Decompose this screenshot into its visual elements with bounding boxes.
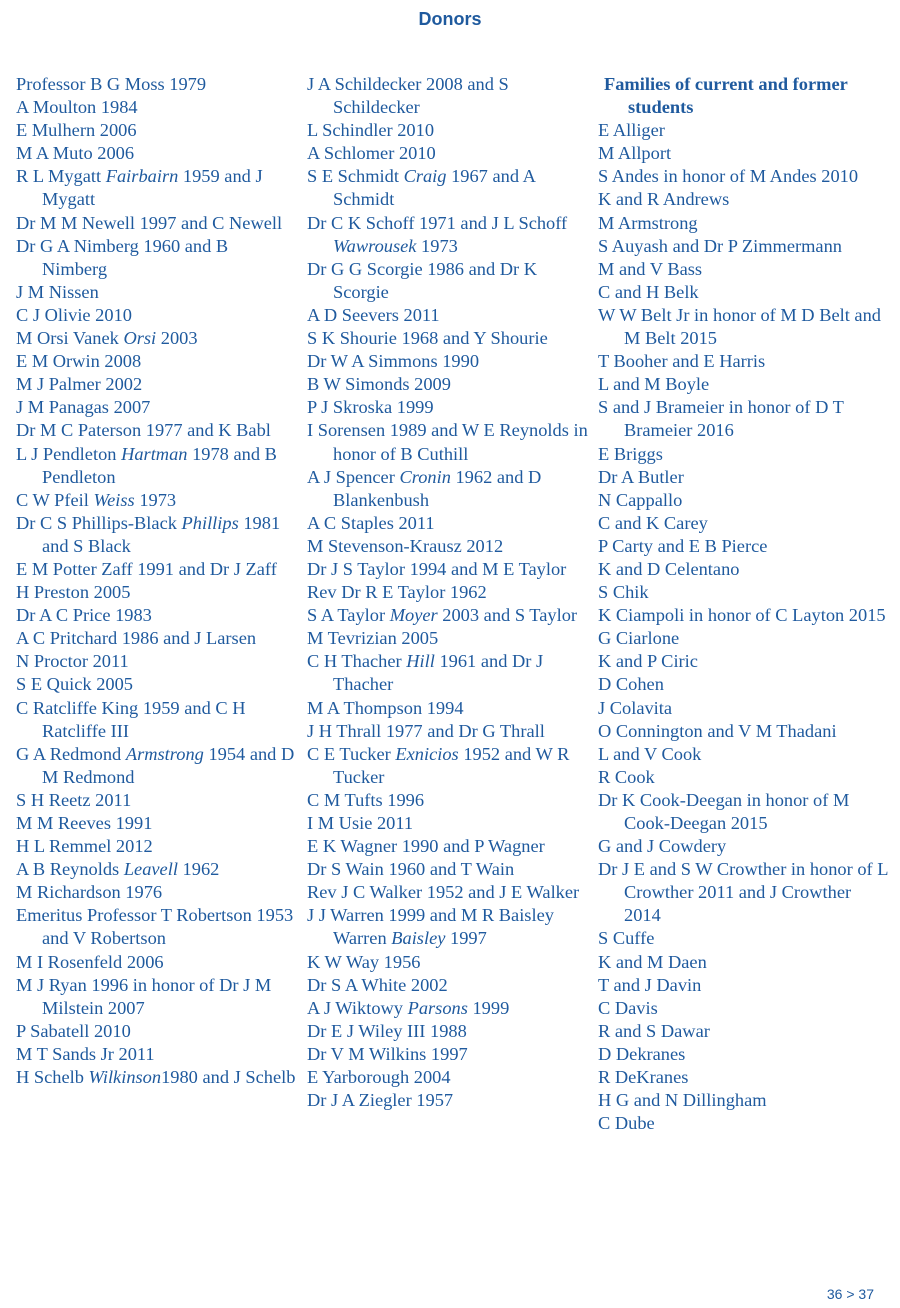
donor-text: M Stevenson-Krausz 2012 xyxy=(307,535,504,556)
donor-entry xyxy=(16,281,296,304)
donor-entry xyxy=(307,419,589,465)
donor-text: Dr V M Wilkins 1997 xyxy=(307,1043,468,1064)
donor-entry xyxy=(307,119,589,142)
donor-entry xyxy=(307,512,589,535)
donor-entry xyxy=(598,535,888,558)
donor-text: D Dekranes xyxy=(598,1043,686,1064)
donor-text: 1973 xyxy=(134,489,177,510)
maiden-name: Baisley xyxy=(391,928,446,949)
donor-text: Dr W A Simmons 1990 xyxy=(307,351,480,372)
donor-entry xyxy=(307,835,589,858)
maiden-name: Exnicios xyxy=(395,743,459,764)
donor-text: M Richardson 1976 xyxy=(16,882,163,903)
donor-text: M Tevrizian 2005 xyxy=(307,628,439,649)
donor-text: M and V Bass xyxy=(598,258,703,279)
donor-text: T and J Davin xyxy=(598,974,702,995)
donor-entry xyxy=(598,304,888,350)
donor-text: S Andes in honor of M Andes 2010 xyxy=(598,166,859,187)
donor-text: D Cohen xyxy=(598,674,664,695)
donor-text: S E Quick 2005 xyxy=(16,674,133,695)
donor-text: Dr M M Newell 1997 and C Newell xyxy=(16,212,283,233)
donor-entry xyxy=(307,327,589,350)
donor-text: C Dube xyxy=(598,1113,655,1134)
donor-text: A J Spencer xyxy=(307,466,400,487)
donor-entry xyxy=(307,142,589,165)
donor-text: M Armstrong xyxy=(598,212,698,233)
donor-entry xyxy=(307,1066,589,1089)
donor-entry xyxy=(307,73,589,119)
donor-entry xyxy=(598,627,888,650)
donor-text: M I Rosenfeld 2006 xyxy=(16,951,164,972)
donor-entry xyxy=(598,281,888,304)
donor-text: L Schindler 2010 xyxy=(307,120,435,141)
donor-text: A J Wiktowy xyxy=(307,997,408,1018)
donor-entry xyxy=(598,1020,888,1043)
donor-entry xyxy=(598,373,888,396)
donor-entry xyxy=(598,720,888,743)
donor-entry xyxy=(16,974,296,1020)
donor-text: Dr C S Phillips-Black xyxy=(16,512,182,533)
donor-text: E Mulhern 2006 xyxy=(16,120,137,141)
donor-text: W W Belt Jr in honor of M D Belt and M Belt 2015 xyxy=(598,304,881,349)
donor-text: G A Redmond xyxy=(16,743,126,764)
donor-entry xyxy=(307,789,589,812)
donor-entry xyxy=(598,119,888,142)
donor-entry xyxy=(598,258,888,281)
donor-text: J H Thrall 1977 and Dr G Thrall xyxy=(307,720,545,741)
donor-text: N Proctor 2011 xyxy=(16,651,129,672)
donor-text: K and P Ciric xyxy=(598,651,698,672)
donor-text: C H Thacher xyxy=(307,651,407,672)
donor-entry xyxy=(16,697,296,743)
donor-text: C and H Belk xyxy=(598,281,699,302)
donor-text: P Carty and E B Pierce xyxy=(598,535,768,556)
donor-entry xyxy=(16,881,296,904)
donor-entry xyxy=(16,558,296,581)
donor-text: C Davis xyxy=(598,997,658,1018)
donor-text: K W Way 1956 xyxy=(307,951,421,972)
donor-text: 1961 and Dr J Thacher xyxy=(333,651,544,695)
maiden-name: Wawrousek xyxy=(333,235,417,256)
donor-entry xyxy=(307,650,589,696)
donor-text: M Allport xyxy=(598,143,672,164)
donor-entry xyxy=(598,604,888,627)
donor-text: S H Reetz 2011 xyxy=(16,789,132,810)
donor-text: S K Shourie 1968 and Y Shourie xyxy=(307,328,548,349)
donor-text: L J Pendleton xyxy=(16,443,122,464)
donor-text: K Ciampoli in honor of C Layton 2015 xyxy=(598,605,886,626)
donor-text: G and J Cowdery xyxy=(598,836,727,857)
donor-text: E M Potter Zaff 1991 and Dr J Zaff xyxy=(16,558,277,579)
donor-entry xyxy=(16,443,296,489)
donor-text: S Auyash and Dr P Zimmermann xyxy=(598,235,842,256)
donor-entry xyxy=(598,188,888,211)
donor-entry xyxy=(598,766,888,789)
donor-entry xyxy=(598,142,888,165)
donor-entry xyxy=(598,927,888,950)
donor-text: K and R Andrews xyxy=(598,189,730,210)
donor-column-3 xyxy=(598,73,888,1135)
donor-entry xyxy=(16,951,296,974)
donor-entry xyxy=(598,835,888,858)
donor-text: M J Palmer 2002 xyxy=(16,374,143,395)
donor-text: J A Schildecker 2008 and S Schildecker xyxy=(307,74,509,118)
donor-entry xyxy=(16,73,296,96)
donor-entry xyxy=(16,419,296,442)
donor-text: I M Usie 2011 xyxy=(307,813,414,833)
donor-entry xyxy=(598,1089,888,1112)
donor-text: H L Remmel 2012 xyxy=(16,836,153,857)
donor-text: A C Pritchard 1986 and J Larsen xyxy=(16,628,257,649)
donor-text: C E Tucker xyxy=(307,743,396,764)
donor-text: 2003 xyxy=(156,328,198,349)
page-title: Donors xyxy=(418,9,482,29)
donor-text: A Schlomer 2010 xyxy=(307,143,436,164)
donor-text: 1962 and D Blankenbush xyxy=(333,466,542,510)
donor-entry xyxy=(16,581,296,604)
maiden-name: Moyer xyxy=(389,605,438,626)
donor-text: L and V Cook xyxy=(598,743,702,764)
donor-text: C J Olivie 2010 xyxy=(16,304,132,325)
donor-entry xyxy=(598,697,888,720)
donor-text: Dr J A Ziegler 1957 xyxy=(307,1090,454,1111)
donor-entry xyxy=(307,974,589,997)
donor-text: S E Schmidt xyxy=(307,166,404,187)
donor-text: 1978 and B Pendleton xyxy=(42,443,277,487)
donor-text: Dr A Butler xyxy=(598,466,684,487)
donor-text: R L Mygatt xyxy=(16,166,106,187)
donor-entry xyxy=(307,812,589,835)
donor-entry xyxy=(16,812,296,835)
donor-entry xyxy=(307,1043,589,1066)
donor-text: H Schelb xyxy=(16,1067,89,1088)
donor-text: Dr K Cook-Deegan in honor of M Cook-Deegan 2015 xyxy=(598,789,850,833)
donor-text: Professor B G Moss 1979 xyxy=(16,74,207,94)
maiden-name: Leavell xyxy=(123,859,178,880)
donor-text: Dr M C Paterson 1977 and K Babl xyxy=(16,420,271,441)
donor-text: C Ratcliffe King 1959 and C H Ratcliffe III xyxy=(16,697,246,741)
donor-entry xyxy=(16,96,296,119)
donor-text: Rev J C Walker 1952 and J E Walker xyxy=(307,882,580,903)
donor-entry xyxy=(307,697,589,720)
donor-entry xyxy=(307,396,589,419)
donor-entry xyxy=(307,212,589,258)
donor-entry xyxy=(16,743,296,789)
donor-text: 1967 and A Schmidt xyxy=(333,166,535,210)
donor-text: G Ciarlone xyxy=(598,628,680,649)
donor-text: 1952 and W R Tucker xyxy=(333,743,570,787)
maiden-name: Hill xyxy=(406,651,435,672)
donor-text: J J Warren 1999 and M R Baisley Warren xyxy=(307,905,554,949)
maiden-name: Phillips xyxy=(181,512,239,533)
donor-text: I Sorensen 1989 and W E Reynolds in honor of B Cuthill xyxy=(307,420,588,464)
donor-entry xyxy=(16,327,296,350)
donor-entry xyxy=(16,627,296,650)
donor-text: E K Wagner 1990 and P Wagner xyxy=(307,836,545,857)
donor-entry xyxy=(16,1043,296,1066)
donor-text: Dr C K Schoff 1971 and J L Schoff xyxy=(307,212,568,233)
donor-entry xyxy=(16,396,296,419)
donor-entry xyxy=(598,466,888,489)
donor-text: P Sabatell 2010 xyxy=(16,1020,131,1041)
donor-column-1 xyxy=(16,73,296,1089)
donor-entry xyxy=(16,350,296,373)
donor-text: M A Thompson 1994 xyxy=(307,697,464,718)
donor-entry xyxy=(598,443,888,466)
donor-entry xyxy=(16,835,296,858)
donor-entry xyxy=(16,604,296,627)
donor-text: M A Muto 2006 xyxy=(16,143,135,164)
donor-text: A B Reynolds xyxy=(16,859,124,880)
donor-text: Dr S A White 2002 xyxy=(307,974,448,995)
donor-text: S A Taylor xyxy=(307,605,390,626)
donor-text: E Yarborough 2004 xyxy=(307,1067,451,1088)
maiden-name: Wilkinson xyxy=(88,1067,162,1088)
donor-text: N Cappallo xyxy=(598,489,683,510)
donor-entry xyxy=(16,673,296,696)
donor-entry xyxy=(307,350,589,373)
donor-entry xyxy=(16,512,296,558)
donor-entry xyxy=(598,350,888,373)
donor-column-2 xyxy=(307,73,589,1112)
donor-text: Dr A C Price 1983 xyxy=(16,605,152,626)
donor-text: E M Orwin 2008 xyxy=(16,351,142,372)
donor-text: S and J Brameier in honor of D T Brameier 2016 xyxy=(598,397,844,441)
donor-entry xyxy=(307,904,589,950)
donor-entry xyxy=(598,951,888,974)
donor-entry xyxy=(307,258,589,304)
donor-text: Emeritus Professor T Robertson 1953 and V Robertson xyxy=(16,905,294,949)
donor-text: B W Simonds 2009 xyxy=(307,374,451,395)
donor-entry xyxy=(16,142,296,165)
donor-text: J M Panagas 2007 xyxy=(16,397,151,418)
donor-entry xyxy=(598,396,888,442)
donor-entry xyxy=(598,512,888,535)
donor-entry xyxy=(16,304,296,327)
donor-text: O Connington and V M Thadani xyxy=(598,720,837,741)
donor-entry xyxy=(307,858,589,881)
donor-text: 1981 and S Black xyxy=(42,512,281,556)
maiden-name: Cronin xyxy=(399,466,451,487)
donor-entry xyxy=(16,212,296,235)
donor-entry xyxy=(307,373,589,396)
donor-text: 1980 and J Schelb xyxy=(161,1067,296,1088)
donor-entry xyxy=(598,858,888,927)
donor-text: L and M Boyle xyxy=(598,374,710,395)
donor-entry xyxy=(307,466,589,512)
donor-text: Dr G G Scorgie 1986 and Dr K Scorgie xyxy=(307,258,538,302)
donor-text: R Cook xyxy=(598,766,655,787)
donor-text: Dr S Wain 1960 and T Wain xyxy=(307,859,515,880)
donor-text: J Colavita xyxy=(598,697,673,718)
maiden-name: Hartman xyxy=(121,443,188,464)
donor-text: 1999 xyxy=(467,997,510,1018)
donor-entry xyxy=(16,235,296,281)
donor-entry xyxy=(307,304,589,327)
donor-text: S Cuffe xyxy=(598,928,655,949)
maiden-name: Armstrong xyxy=(125,743,204,764)
donor-entry xyxy=(598,743,888,766)
donor-text: C and K Carey xyxy=(598,512,708,533)
donor-entry xyxy=(598,235,888,258)
donor-entry xyxy=(307,604,589,627)
donor-text: 1954 and D M Redmond xyxy=(42,743,295,787)
maiden-name: Parsons xyxy=(407,997,468,1018)
donor-text: 2003 and S Taylor xyxy=(437,605,578,626)
donor-text: A D Seevers 2011 xyxy=(307,304,440,325)
donor-text: J M Nissen xyxy=(16,281,99,302)
donor-entry xyxy=(598,581,888,604)
donor-text: M Orsi Vanek xyxy=(16,328,124,349)
donor-text: C M Tufts 1996 xyxy=(307,789,425,810)
donor-text: R and S Dawar xyxy=(598,1020,710,1041)
donor-text: Dr G A Nimberg 1960 and B Nimberg xyxy=(16,235,229,279)
donor-entry xyxy=(598,489,888,512)
donor-entry xyxy=(16,1066,296,1089)
donor-entry xyxy=(598,1066,888,1089)
maiden-name: Orsi xyxy=(123,328,157,349)
donor-entry xyxy=(307,1020,589,1043)
donor-entry xyxy=(598,212,888,235)
donor-entry xyxy=(16,1020,296,1043)
donor-text: Dr E J Wiley III 1988 xyxy=(307,1020,467,1041)
donor-entry xyxy=(307,997,589,1020)
donor-entry xyxy=(16,904,296,950)
donor-text: E Briggs xyxy=(598,443,663,464)
donor-entry xyxy=(16,165,296,211)
donor-text: Dr J S Taylor 1994 and M E Taylor xyxy=(307,558,567,579)
donor-entry xyxy=(307,627,589,650)
donor-entry xyxy=(598,165,888,188)
donor-text: T Booher and E Harris xyxy=(598,351,766,372)
donor-text: 1997 xyxy=(445,928,487,949)
donor-text: S Chik xyxy=(598,582,649,603)
donor-text: M M Reeves 1991 xyxy=(16,813,153,833)
donor-entry xyxy=(16,489,296,512)
donor-entry xyxy=(598,673,888,696)
maiden-name: Fairbairn xyxy=(105,166,179,187)
donor-text: M T Sands Jr 2011 xyxy=(16,1043,155,1064)
donor-text: K and D Celentano xyxy=(598,558,740,579)
donor-text: Rev Dr R E Taylor 1962 xyxy=(307,582,487,603)
donor-entry xyxy=(307,1089,589,1112)
donor-text: K and M Daen xyxy=(598,951,707,972)
donor-text: H Preston 2005 xyxy=(16,582,131,603)
donor-entry xyxy=(598,650,888,673)
donor-entry xyxy=(307,558,589,581)
donor-text: 1962 xyxy=(177,859,220,880)
donor-text: Dr J E and S W Crowther in honor of L Crowther 2011 and J Crowther 2014 xyxy=(598,859,888,926)
donor-entry xyxy=(307,881,589,904)
donor-entry xyxy=(16,789,296,812)
donor-entry xyxy=(598,558,888,581)
donor-text: P J Skroska 1999 xyxy=(307,397,434,418)
maiden-name: Craig xyxy=(403,166,447,187)
donor-entry xyxy=(307,165,589,211)
donor-text: E Alliger xyxy=(598,120,665,141)
section-heading: Families of current and former students xyxy=(604,74,848,118)
donor-text: C W Pfeil xyxy=(16,489,94,510)
donor-text: H G and N Dillingham xyxy=(598,1090,767,1111)
donor-entry xyxy=(307,720,589,743)
donor-entry xyxy=(598,1043,888,1066)
donor-entry xyxy=(307,581,589,604)
donor-entry xyxy=(598,789,888,835)
maiden-name: Weiss xyxy=(93,489,135,510)
donor-entry xyxy=(16,373,296,396)
donor-entry xyxy=(598,974,888,997)
donor-entry xyxy=(16,650,296,673)
donor-text: A Moulton 1984 xyxy=(16,97,138,118)
donor-entry xyxy=(307,743,589,789)
donor-entry xyxy=(598,997,888,1020)
donor-text: 1959 and J Mygatt xyxy=(42,166,263,210)
donor-entry xyxy=(307,535,589,558)
donor-entry xyxy=(598,1112,888,1135)
donor-entry xyxy=(16,119,296,142)
donor-text: A C Staples 2011 xyxy=(307,512,435,533)
donor-entry xyxy=(307,951,589,974)
donor-entry xyxy=(16,858,296,881)
page-number: 36 > 37 xyxy=(826,1286,874,1302)
donor-text: M J Ryan 1996 in honor of Dr J M Milstein 2007 xyxy=(16,974,272,1018)
donor-text: 1973 xyxy=(416,235,458,256)
donor-text: R DeKranes xyxy=(598,1067,689,1088)
